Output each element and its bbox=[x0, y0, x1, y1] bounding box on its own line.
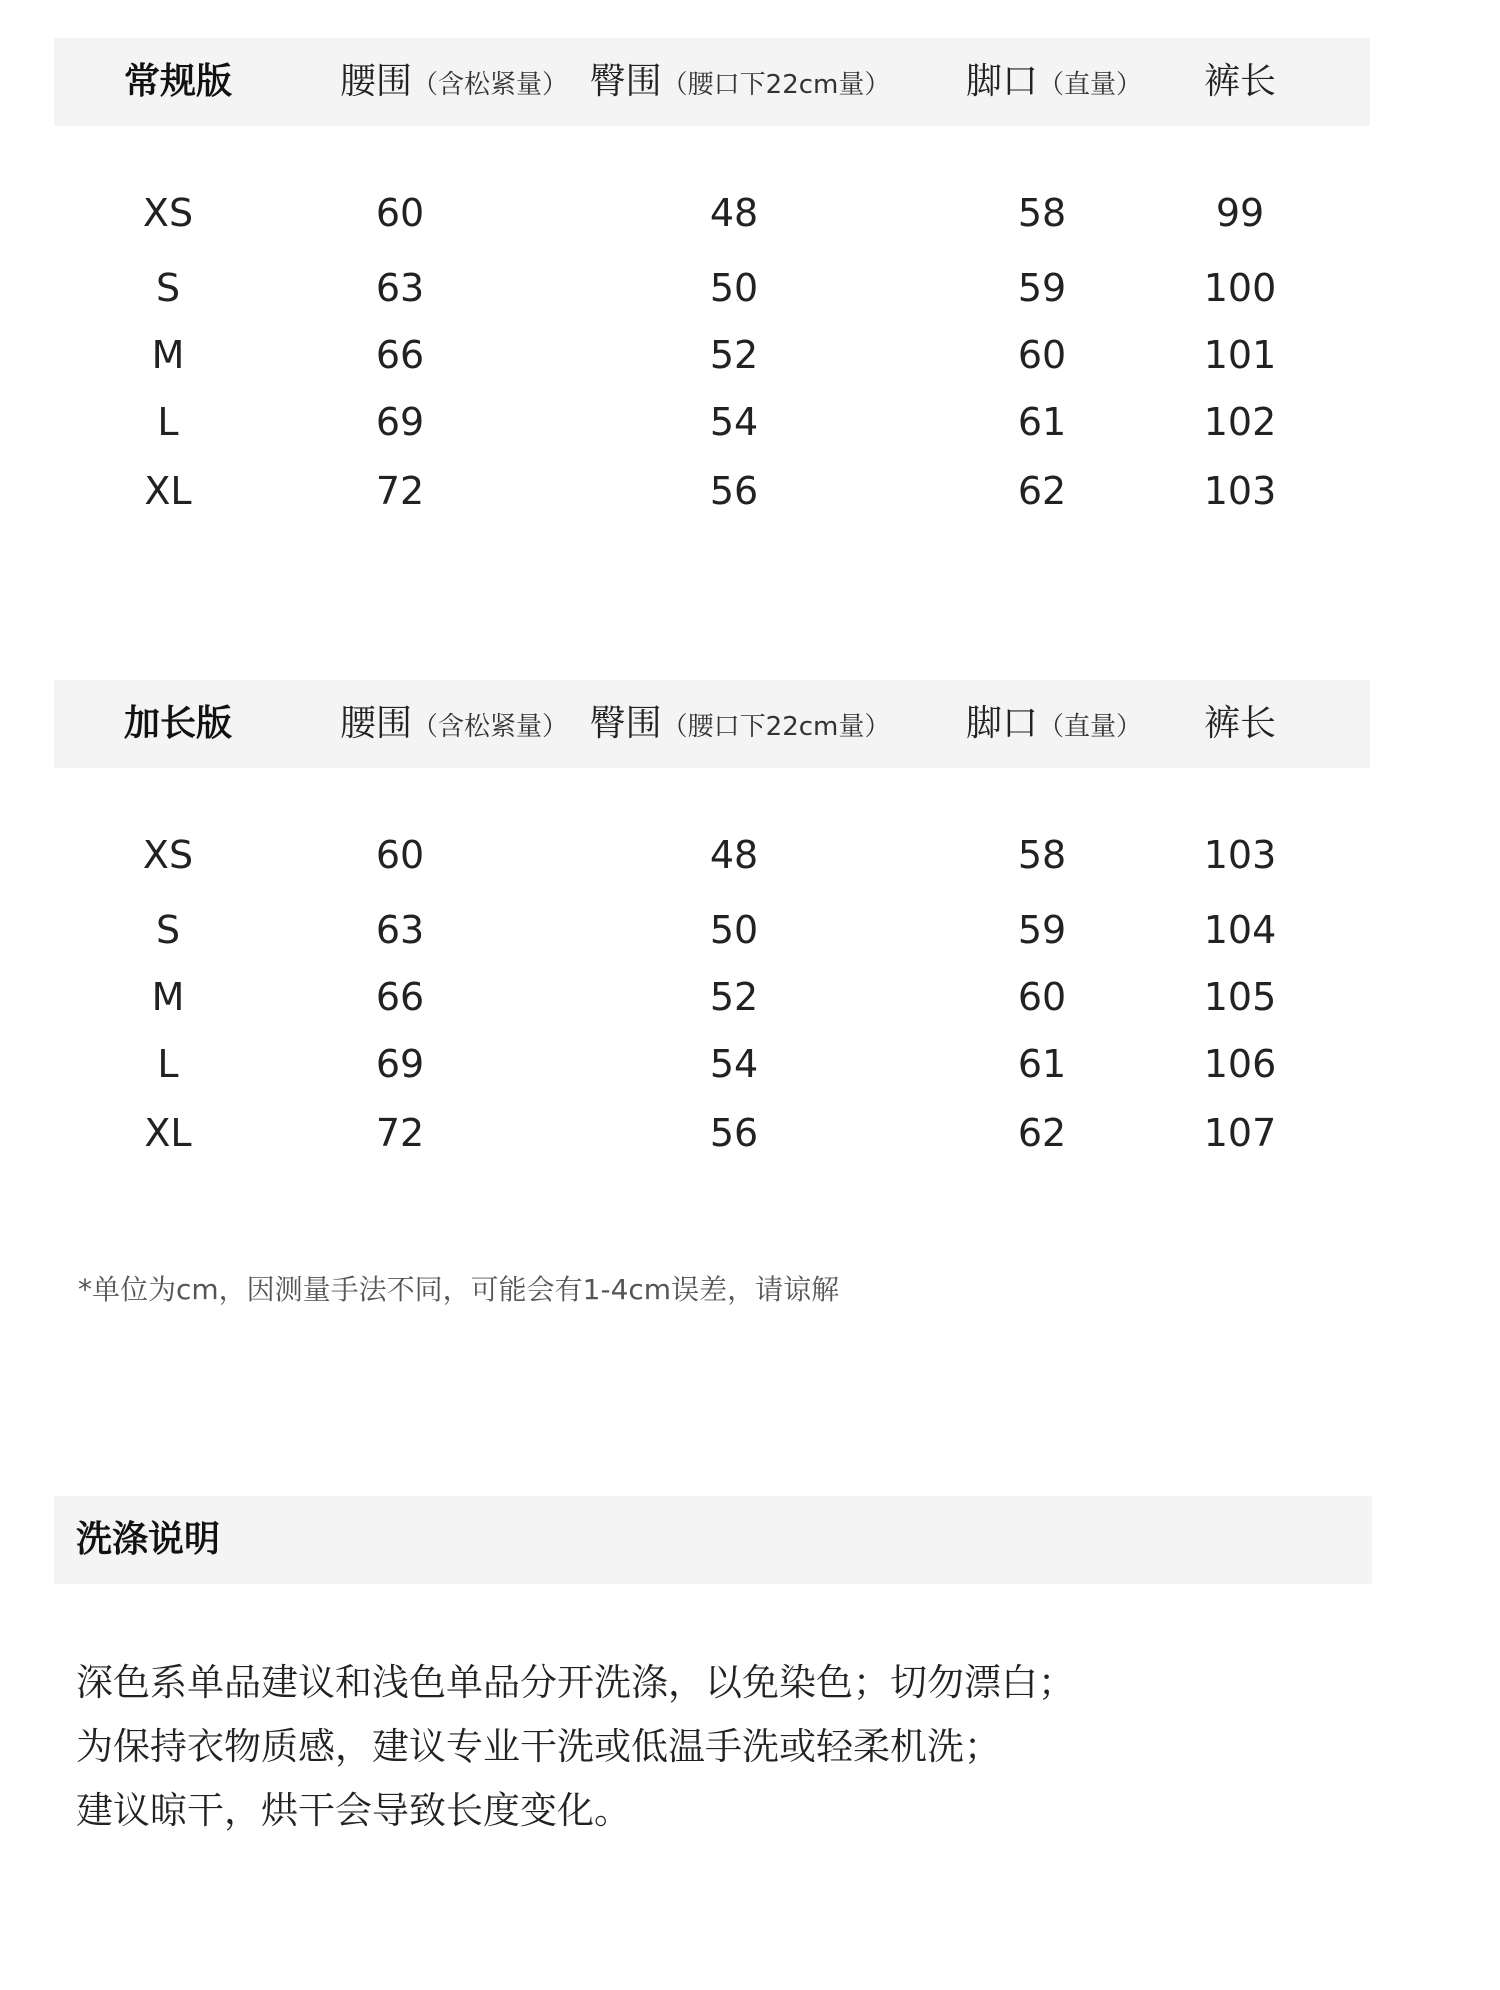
measurement-note: *单位为cm，因测量手法不同，可能会有1-4cm误差，请谅解 bbox=[78, 1273, 840, 1306]
table-row bbox=[54, 905, 1370, 955]
length-cell: 99 bbox=[1215, 191, 1265, 235]
hip-cell: 48 bbox=[709, 191, 759, 235]
hem-cell: 62 bbox=[1017, 1111, 1067, 1155]
length-cell: 100 bbox=[1203, 266, 1277, 310]
waist-cell: 63 bbox=[375, 908, 425, 952]
table-row bbox=[54, 466, 1370, 516]
hem-cell: 60 bbox=[1017, 975, 1067, 1019]
hip-cell: 48 bbox=[709, 833, 759, 877]
washing-instruction-line: 为保持衣物质感，建议专业干洗或低温手洗或轻柔机洗； bbox=[76, 1725, 1001, 1768]
hem-cell: 61 bbox=[1017, 1042, 1067, 1086]
length-cell: 105 bbox=[1203, 975, 1277, 1019]
table-row bbox=[54, 330, 1370, 380]
hip-cell: 54 bbox=[709, 400, 759, 444]
hip-column-header: 臀围（腰口下22cm量） bbox=[589, 61, 891, 102]
size-cell: XS bbox=[142, 191, 194, 235]
table-row bbox=[54, 1039, 1370, 1089]
hip-cell: 56 bbox=[709, 469, 759, 513]
length-cell: 103 bbox=[1203, 833, 1277, 877]
long-size-table bbox=[54, 680, 1370, 1160]
hem-cell: 58 bbox=[1017, 833, 1067, 877]
hem-cell: 60 bbox=[1017, 333, 1067, 377]
waist-cell: 60 bbox=[375, 833, 425, 877]
length-cell: 106 bbox=[1203, 1042, 1277, 1086]
hip-cell: 50 bbox=[709, 908, 759, 952]
hem-cell: 61 bbox=[1017, 400, 1067, 444]
length-column-header: 裤长 bbox=[1203, 703, 1277, 744]
hem-column-header: 脚口（直量） bbox=[965, 61, 1143, 102]
regular-table-title: 常规版 bbox=[123, 61, 233, 102]
regular-table-header bbox=[54, 38, 1370, 126]
length-cell: 107 bbox=[1203, 1111, 1277, 1155]
hem-cell: 58 bbox=[1017, 191, 1067, 235]
waist-cell: 72 bbox=[375, 1111, 425, 1155]
size-cell: XL bbox=[144, 1111, 192, 1155]
hem-cell: 59 bbox=[1017, 266, 1067, 310]
table-row bbox=[54, 1108, 1370, 1158]
waist-cell: 63 bbox=[375, 266, 425, 310]
long-table-header bbox=[54, 680, 1370, 768]
hip-cell: 54 bbox=[709, 1042, 759, 1086]
regular-size-table bbox=[54, 38, 1370, 518]
length-column-header: 裤长 bbox=[1203, 61, 1277, 102]
waist-cell: 60 bbox=[375, 191, 425, 235]
waist-column-header: 腰围（含松紧量） bbox=[339, 61, 569, 102]
table-row bbox=[54, 972, 1370, 1022]
waist-cell: 66 bbox=[375, 333, 425, 377]
size-cell: M bbox=[151, 975, 185, 1019]
waist-cell: 72 bbox=[375, 469, 425, 513]
long-table-title: 加长版 bbox=[123, 703, 233, 744]
length-cell: 102 bbox=[1203, 400, 1277, 444]
hem-cell: 59 bbox=[1017, 908, 1067, 952]
table-row bbox=[54, 263, 1370, 313]
waist-column-header: 腰围（含松紧量） bbox=[339, 703, 569, 744]
size-cell: L bbox=[157, 400, 179, 444]
hip-cell: 50 bbox=[709, 266, 759, 310]
size-cell: S bbox=[155, 908, 181, 952]
waist-cell: 69 bbox=[375, 400, 425, 444]
hem-cell: 62 bbox=[1017, 469, 1067, 513]
hip-cell: 52 bbox=[709, 975, 759, 1019]
length-cell: 103 bbox=[1203, 469, 1277, 513]
size-cell: S bbox=[155, 266, 181, 310]
hip-column-header: 臀围（腰口下22cm量） bbox=[589, 703, 891, 744]
waist-cell: 66 bbox=[375, 975, 425, 1019]
size-cell: XL bbox=[144, 469, 192, 513]
table-row bbox=[54, 397, 1370, 447]
size-cell: XS bbox=[142, 833, 194, 877]
washing-instruction-line: 深色系单品建议和浅色单品分开洗涤，以免染色；切勿漂白； bbox=[76, 1661, 1075, 1704]
size-cell: M bbox=[151, 333, 185, 377]
washing-instruction-line: 建议晾干，烘干会导致长度变化。 bbox=[76, 1789, 631, 1832]
length-cell: 104 bbox=[1203, 908, 1277, 952]
table-row bbox=[54, 830, 1370, 880]
length-cell: 101 bbox=[1203, 333, 1277, 377]
washing-header bbox=[54, 1496, 1372, 1584]
waist-cell: 69 bbox=[375, 1042, 425, 1086]
size-cell: L bbox=[157, 1042, 179, 1086]
hip-cell: 52 bbox=[709, 333, 759, 377]
hip-cell: 56 bbox=[709, 1111, 759, 1155]
table-row bbox=[54, 188, 1370, 238]
washing-title: 洗涤说明 bbox=[76, 1519, 221, 1560]
hem-column-header: 脚口（直量） bbox=[965, 703, 1143, 744]
